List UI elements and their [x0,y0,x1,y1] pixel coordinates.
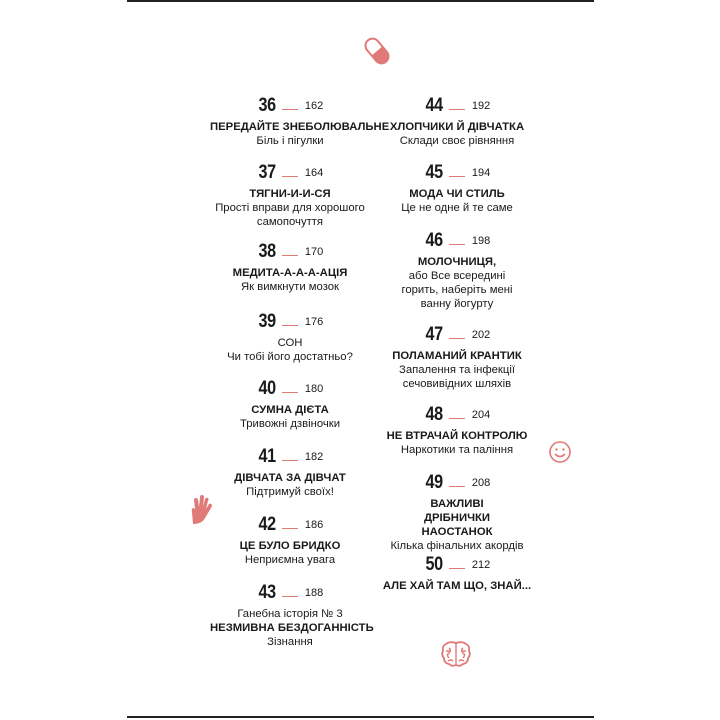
chapter-subtitle: Кілька фінальних акордів [390,540,524,552]
chapter-number: 36 [258,95,276,116]
chapter-subtitle: Тривожні дзвіночки [239,418,341,430]
toc-entry[interactable] [210,582,374,649]
leader-dash [449,244,465,245]
toc-entry[interactable] [210,95,390,162]
chapter-subtitle: Зізнання [267,636,313,648]
leader-dash [282,325,298,326]
leader-dash [282,255,298,256]
top-rule [127,0,594,2]
leader-dash [282,528,298,529]
toc-entry[interactable] [382,162,532,230]
page-number: 164 [304,167,324,179]
toc-entry[interactable] [382,404,532,472]
chapter-subtitle: Чи тобі його достатньо? [227,351,353,363]
chapter-title: АЛЕ ХАЙ ТАМ ЩО, ЗНАЙ... [382,580,532,592]
page-number: 186 [304,519,324,531]
chapter-number: 49 [425,472,443,493]
toc-entry[interactable] [210,241,370,311]
toc-right-column [382,95,532,593]
chapter-subtitle: Біль і пігулки [256,135,324,147]
chapter-subtitle: Підтримуй своїх! [246,486,334,498]
leader-dash [282,596,298,597]
chapter-number: 42 [258,514,276,535]
chapter-number: 43 [258,582,276,603]
page-number: 180 [304,383,324,395]
chapter-title: ПОЛАМАНИЙ КРАНТИК [392,350,522,362]
chapter-title: МОДА ЧИ СТИЛЬ [409,188,505,200]
bottom-rule [127,716,594,718]
pill-icon [362,34,392,68]
chapter-number: 44 [425,95,443,116]
chapter-subtitle: Як вимкнути мозок [241,281,339,293]
chapter-title: МЕДИТА-А-А-А-АЦІЯ [232,267,348,279]
toc-left-column [210,95,390,649]
chapter-title: НЕ ВТРАЧАЙ КОНТРОЛЮ [386,430,528,442]
leader-dash [449,418,465,419]
toc-entry[interactable] [382,324,532,404]
toc-entry[interactable] [210,378,370,446]
chapter-number: 37 [258,162,276,183]
chapter-title: ПЕРЕДАЙТЕ ЗНЕБОЛЮВАЛЬНЕ [210,121,390,133]
chapter-kicker: Ганебна історія № 3 [237,608,343,620]
page-number: 188 [304,587,324,599]
chapter-number: 50 [425,554,443,575]
toc-entry[interactable] [210,162,370,241]
chapter-subtitle: Прості вправи для хорошого самопочуття [215,202,365,228]
brain-icon [440,640,472,668]
page-number: 208 [471,477,491,489]
leader-dash [449,176,465,177]
page-number: 162 [304,100,324,112]
page-number: 182 [304,451,324,463]
chapter-subtitle: Неприємна увага [244,554,336,566]
chapter-number: 46 [425,230,443,251]
page-number: 212 [471,559,491,571]
page-number: 192 [471,100,491,112]
chapter-number: 39 [258,311,276,332]
toc-entry[interactable] [382,472,532,554]
page-number: 204 [471,409,491,421]
chapter-title: СОН [277,337,303,349]
toc-entry[interactable] [210,446,370,514]
chapter-title: ТЯГНИ-И-И-СЯ [249,188,331,200]
leader-dash [282,176,298,177]
leader-dash [282,109,298,110]
smile-icon [548,440,572,464]
chapter-subtitle: Наркотики та паління [400,444,514,456]
chapter-number: 38 [258,241,276,262]
chapter-number: 47 [425,324,443,345]
chapter-title: ЦЕ БУЛО БРИДКО [239,540,341,552]
toc-entry[interactable] [382,230,532,324]
leader-dash [449,486,465,487]
chapter-title: ХЛОПЧИКИ Й ДІВЧАТКА [389,121,525,133]
page-number: 202 [471,329,491,341]
chapter-title: НЕЗМИВНА БЕЗДОГАННІСТЬ [210,622,374,634]
toc-entry[interactable] [382,95,532,162]
chapter-subtitle: Це не одне й те саме [401,202,513,214]
chapter-number: 41 [258,446,276,467]
chapter-title: МОЛОЧНИЦЯ, [417,256,497,268]
leader-dash [449,568,465,569]
chapter-number: 40 [258,378,276,399]
chapter-title: ДІВЧАТА ЗА ДІВЧАТ [234,472,346,484]
page-number: 170 [304,246,324,258]
toc-entry[interactable] [210,514,370,582]
chapter-subtitle: або Все всередині горить, наберіть мені ванну йогурту [401,270,513,310]
toc-entry[interactable] [210,311,370,378]
leader-dash [282,392,298,393]
leader-dash [449,338,465,339]
leader-dash [449,109,465,110]
chapter-title: ВАЖЛИВІ ДРІБНИЧКИ НАОСТАНОК [421,498,493,538]
leader-dash [282,460,298,461]
page-number: 176 [304,316,324,328]
chapter-number: 45 [425,162,443,183]
toc-entry[interactable] [382,554,532,593]
chapter-title: СУМНА ДІЄТА [251,404,329,416]
chapter-number: 48 [425,404,443,425]
page-number: 194 [471,167,491,179]
page-number: 198 [471,235,491,247]
chapter-subtitle: Склади своє рівняння [399,135,515,147]
chapter-subtitle: Запалення та інфекції сечовивідних шляхів [399,364,515,390]
